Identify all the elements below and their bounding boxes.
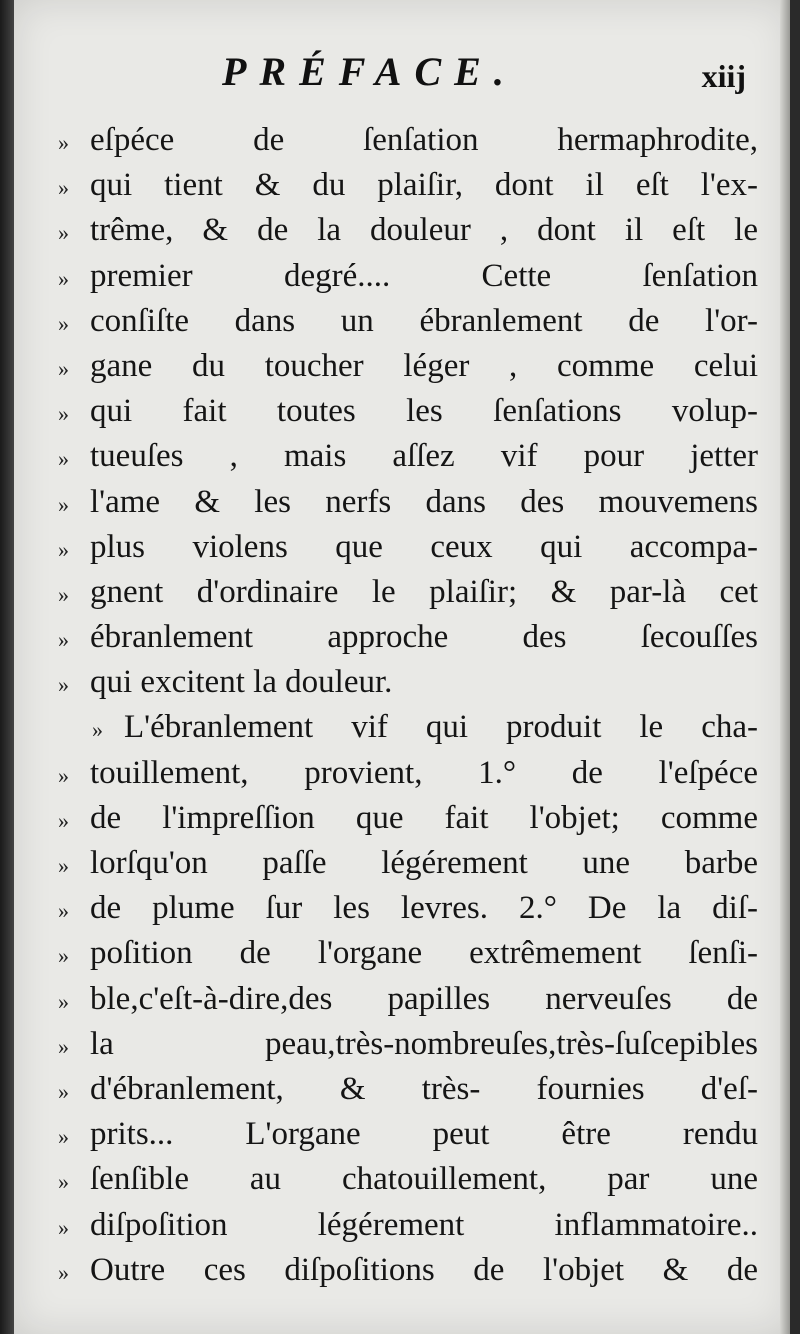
line-text: de plume ſur les levres. 2.° De la diſ-: [90, 890, 758, 927]
page-number: xiij: [701, 58, 746, 94]
quotation-mark: »: [58, 581, 69, 607]
quotation-mark: »: [92, 717, 103, 743]
text-line: [58, 1203, 758, 1248]
quotation-mark: »: [58, 1124, 69, 1150]
text-line: [58, 1248, 758, 1293]
text-line: [58, 796, 758, 841]
running-title: PRÉFACE.: [222, 49, 517, 94]
line-text: prits... L'organe peut être rendu: [90, 1116, 758, 1153]
quotation-mark: »: [58, 762, 69, 788]
text-line: [58, 1157, 758, 1202]
quotation-mark: »: [58, 1169, 69, 1195]
text-line: [58, 525, 758, 570]
line-text: de l'impreſſion que fait l'objet; comme: [90, 799, 758, 836]
quotation-mark: »: [58, 853, 69, 878]
text-line: [58, 977, 758, 1022]
line-text: qui fait toutes les ſenſations volup-: [90, 393, 758, 430]
text-line: [58, 254, 758, 299]
quotation-mark: »: [58, 355, 69, 381]
line-text: lorſqu'on paſſe légérement une barbe: [90, 845, 758, 881]
text-line: [58, 841, 758, 886]
line-text: Outre ces diſpoſitions de l'objet & de: [90, 1251, 758, 1288]
text-line: [58, 434, 758, 479]
text-line: [58, 886, 758, 931]
text-line: [58, 1022, 758, 1067]
body-text: [58, 118, 758, 1293]
line-text: conſiſte dans un ébranlement de l'or-: [90, 302, 758, 339]
book-page: [14, 0, 790, 1334]
text-line: [58, 1112, 758, 1157]
line-text: gnent d'ordinaire le plaiſir; & par-là cet: [90, 573, 758, 610]
quotation-mark: »: [58, 807, 69, 833]
line-text: ébranlement approche des ſecouſſes: [90, 619, 758, 656]
quotation-mark: »: [58, 1214, 69, 1240]
text-line: [58, 299, 758, 344]
line-text: touillement, provient, 1.° de l'eſpéce: [90, 754, 758, 791]
text-line: [58, 163, 758, 208]
line-text: diſpoſition légérement inflammatoire..: [90, 1206, 758, 1243]
quotation-mark: »: [58, 1259, 69, 1285]
text-line: [58, 660, 758, 705]
running-header: [14, 48, 790, 108]
book-gutter: [0, 0, 14, 1334]
line-text: trême, & de la douleur , dont il eſt le: [90, 212, 758, 249]
line-text: tueuſes , mais aſſez vif pour jetter: [90, 438, 758, 475]
text-line: [58, 208, 758, 253]
quotation-mark: »: [58, 446, 69, 472]
text-line: [58, 344, 758, 389]
text-line: [58, 705, 758, 750]
line-text: la peau,très-nombreuſes,très-ſuſcepibles: [90, 1025, 758, 1062]
quotation-mark: »: [58, 898, 69, 924]
line-text: d'ébranlement, & très- fournies d'eſ-: [90, 1070, 758, 1107]
quotation-mark: »: [58, 1033, 69, 1059]
quotation-mark: »: [58, 130, 69, 155]
text-line: [58, 931, 758, 976]
line-text: L'ébranlement vif qui produit le cha-: [124, 709, 758, 746]
line-text: poſition de l'organe extrêmement ſenſi-: [90, 935, 758, 972]
quotation-mark: »: [58, 310, 69, 336]
quotation-mark: »: [58, 943, 69, 969]
quotation-mark: »: [58, 536, 69, 562]
text-line: [58, 615, 758, 660]
line-text: l'ame & les nerfs dans des mouvemens: [90, 483, 758, 520]
line-text: ble,c'eſt-à-dire,des papilles nerveuſes de: [90, 980, 758, 1017]
page-edge: [780, 0, 790, 1334]
line-text: qui tient & du plaiſir, dont il eſt l'ex-: [90, 167, 758, 204]
line-text: qui excitent la douleur.: [90, 664, 393, 701]
line-text: premier degré.... Cette ſenſation: [90, 257, 758, 294]
text-line: [58, 389, 758, 434]
quotation-mark: »: [58, 988, 69, 1014]
quotation-mark: »: [58, 672, 69, 698]
quotation-mark: »: [58, 627, 69, 653]
quotation-mark: »: [58, 401, 69, 427]
quotation-mark: »: [58, 491, 69, 517]
line-text: eſpéce de ſenſation hermaphrodite,: [90, 122, 758, 158]
text-line: [58, 1067, 758, 1112]
text-line: [58, 480, 758, 525]
quotation-mark: »: [58, 265, 69, 291]
text-line: [58, 118, 758, 163]
text-line: [58, 751, 758, 796]
line-text: gane du toucher léger , comme celui: [90, 347, 758, 384]
quotation-mark: »: [58, 220, 69, 246]
text-line: [58, 570, 758, 615]
quotation-mark: »: [58, 175, 69, 201]
line-text: ſenſible au chatouillement, par une: [90, 1161, 758, 1198]
quotation-mark: »: [58, 1078, 69, 1104]
line-text: plus violens que ceux qui accompa-: [90, 528, 758, 565]
